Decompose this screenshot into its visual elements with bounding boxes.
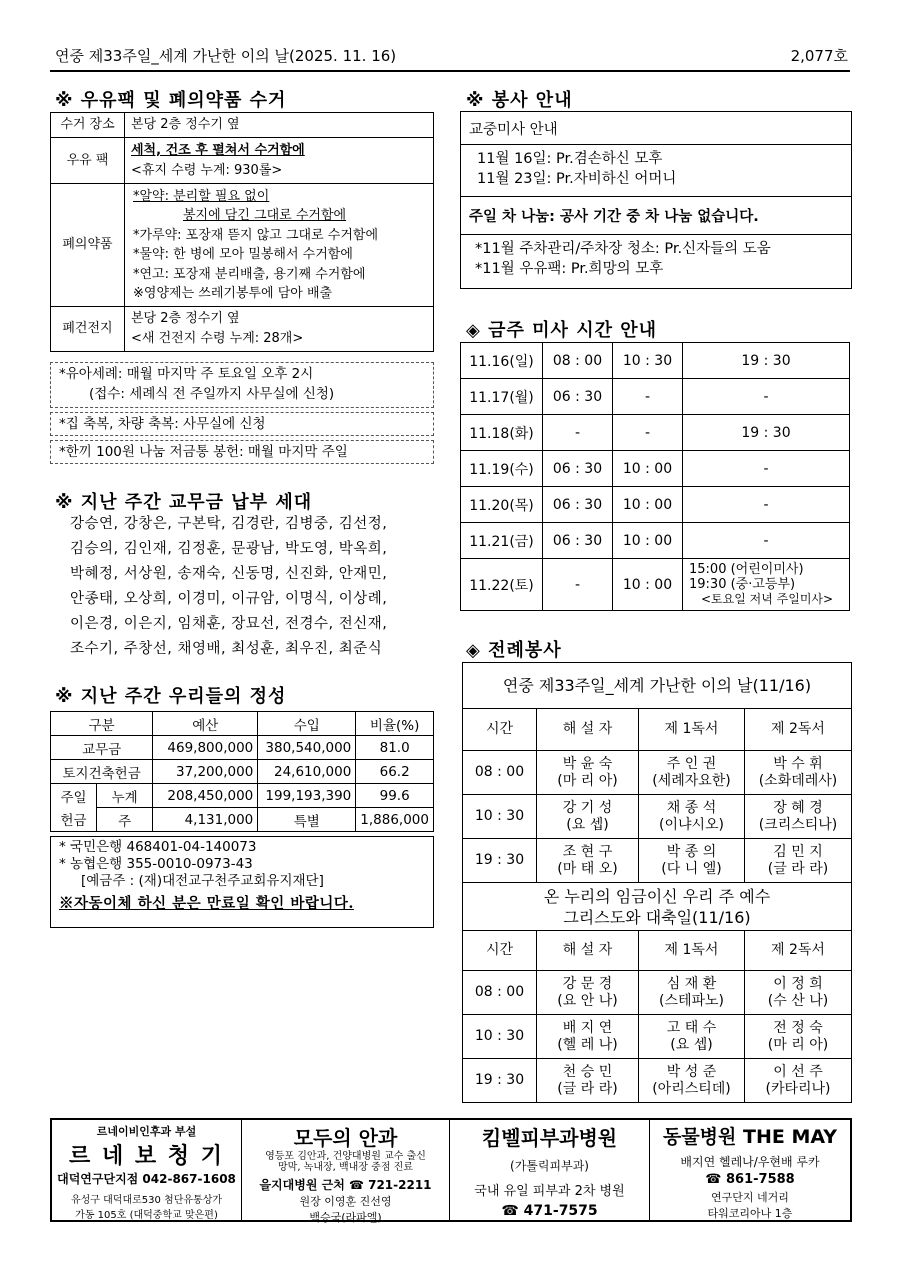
mass-time: -	[543, 415, 613, 451]
mass-time: -	[683, 379, 850, 415]
fin-cell: 주일	[51, 784, 97, 808]
fin-cell: 특별	[258, 808, 356, 832]
mass-time: 08 : 00	[543, 343, 613, 379]
battery-count: <새 건전지 수령 누계: 28개>	[131, 331, 304, 346]
fin-cell: 380,540,000	[258, 736, 356, 760]
coin-notice: *한끼 100원 나눔 저금통 봉헌: 매월 마지막 주일	[50, 440, 434, 464]
fin-header: 예산	[153, 712, 258, 736]
mass-time: 10 : 00	[613, 523, 683, 559]
liturgy-person: 이 정 희 (수 산 나)	[745, 971, 852, 1015]
ad-eye-clinic: 모두의 안과 영등포 김안과, 건양대병원 교수 출신 망막, 녹내장, 백내장 중점 진료 을지대병원 근처 ☎ 721-2211 원장 이영훈 진선영 백승국(라파엘)	[242, 1120, 450, 1220]
baptism-notice	[50, 362, 434, 408]
liturgy-person: 강 기 성 (요 셉)	[537, 795, 639, 839]
mass-table	[460, 342, 850, 611]
battery-label: 폐건전지	[51, 307, 125, 352]
dues-title: ※ 지난 주간 교무금 납부 세대	[55, 492, 313, 513]
mass-time: -	[683, 451, 850, 487]
medicine-line: *물약: 한 병에 모아 밀봉해서 수거함에	[133, 247, 353, 262]
fin-cell: 99.6	[356, 784, 434, 808]
dues-names	[70, 512, 387, 662]
mass-time: -	[613, 415, 683, 451]
liturgy-time: 19 : 30	[463, 1059, 537, 1103]
liturgy-person: 주 인 권 (세례자요한)	[639, 751, 745, 795]
fin-cell: 토지건축헌금	[51, 760, 153, 784]
liturgy-time: 10 : 30	[463, 795, 537, 839]
mass-time: 10 : 30	[613, 343, 683, 379]
mass-time: 06 : 30	[543, 487, 613, 523]
liturgy-person: 박 성 준 (아리스티데)	[639, 1059, 745, 1103]
baptism-line1: *유아세례: 매월 마지막 주 토요일 오후 2시	[59, 366, 314, 382]
fin-cell: 1,886,000	[356, 808, 434, 832]
header-divider	[50, 70, 850, 72]
mass-time: -	[683, 523, 850, 559]
ads-footer	[50, 1118, 852, 1222]
auto-transfer-note: ※자동이체 하신 분은 만료일 확인 바랍니다.	[59, 895, 354, 912]
liturgy-time: 10 : 30	[463, 1015, 537, 1059]
bank-info	[50, 836, 434, 928]
mass-time: 19 : 30	[683, 343, 850, 379]
liturgy-person: 천 승 민 (글 라 라)	[537, 1059, 639, 1103]
milk-count: <휴지 수령 누계: 930롤>	[131, 162, 283, 178]
mass-time: 10 : 00	[613, 559, 683, 611]
liturgy-header: 해 설 자	[537, 931, 639, 971]
fin-cell: 누계	[97, 784, 153, 808]
mass-day: 11.19(수)	[461, 451, 543, 487]
service-line: 11월 16일: Pr.겸손하신 모후	[477, 151, 663, 167]
liturgy-day-title: 연중 제33주일_세계 가난한 이의 날(11/16)	[463, 663, 852, 709]
fin-header: 수입	[258, 712, 356, 736]
bank-line: * 국민은행 468401-04-140073	[59, 839, 257, 855]
liturgy-person: 박 수 휘 (소화데레사)	[745, 751, 852, 795]
blessing-notice: *집 축복, 차량 축복: 사무실에 신청	[50, 412, 434, 436]
finance-title: ※ 지난 주간 우리들의 정성	[55, 686, 287, 707]
mass-time: 06 : 30	[543, 523, 613, 559]
mass-time: 06 : 30	[543, 379, 613, 415]
liturgy-header: 시간	[463, 931, 537, 971]
fin-header: 비율(%)	[356, 712, 434, 736]
medicine-line: 봉지에 담긴 그대로 수거함에	[183, 208, 347, 223]
place-label: 수거 장소	[51, 113, 125, 138]
liturgy-person: 김 민 지 (글 라 라)	[745, 839, 852, 883]
liturgy-person: 장 혜 경 (크리스티나)	[745, 795, 852, 839]
fin-cell: 주	[97, 808, 153, 832]
milk-instruction: 세척, 건조 후 펼쳐서 수거함에	[131, 142, 305, 158]
fin-cell: 4,131,000	[153, 808, 258, 832]
liturgy-person: 심 재 환 (스테파노)	[639, 971, 745, 1015]
liturgy-person: 고 태 수 (요 셉)	[639, 1015, 745, 1059]
liturgy-person: 이 선 주 (카타리나)	[745, 1059, 852, 1103]
fin-cell: 37,200,000	[153, 760, 258, 784]
mass-service-title: 교중미사 안내	[461, 112, 851, 145]
bank-line: * 농협은행 355-0010-0973-43	[59, 856, 253, 872]
dues-line: 이은경, 이은지, 임채훈, 장묘선, 전경수, 전신재,	[70, 616, 388, 632]
account-holder: [예금주 : (재)대전교구천주교회유지재단]	[81, 873, 324, 889]
mass-time: -	[613, 379, 683, 415]
place-value: 본당 2층 정수기 옆	[125, 113, 434, 138]
bulletin-title: 연중 제33주일_세계 가난한 이의 날(2025. 11. 16)	[55, 47, 397, 65]
finance-table	[50, 711, 434, 832]
liturgy-person: 박 윤 숙 (마 리 아)	[537, 751, 639, 795]
fin-cell: 66.2	[356, 760, 434, 784]
car-sharing-note: 주일 차 나눔: 공사 기간 중 차 나눔 없습니다.	[461, 197, 851, 235]
fin-cell: 208,450,000	[153, 784, 258, 808]
mass-service-schedule	[461, 145, 851, 197]
ad-animal-hospital: 동물병원 THE MAY 배지연 헬레나/우현배 루카 ☎ 861-7588 연구단지 네거리 타워코리아나 1층	[662, 1126, 838, 1220]
mass-time: -	[543, 559, 613, 611]
ad-dermatology: 킴벨피부과병원 (가톨릭피부과) 국내 유일 피부과 2차 병원 ☎ 471-7575	[450, 1120, 650, 1220]
duty-line: *11월 주차관리/주차장 청소: Pr.신자들의 도움	[475, 241, 771, 257]
fin-cell: 199,193,390	[258, 784, 356, 808]
mass-day: 11.18(화)	[461, 415, 543, 451]
saturday-masses	[683, 559, 850, 611]
medicine-line: *알약: 분리할 필요 없이	[133, 188, 270, 204]
service-box	[460, 111, 852, 289]
liturgy-person: 조 현 구 (마 태 오)	[537, 839, 639, 883]
liturgy-time: 08 : 00	[463, 751, 537, 795]
dues-line: 조수기, 주창선, 채영배, 최성훈, 최우진, 최준식	[70, 641, 383, 657]
mass-day: 11.16(일)	[461, 343, 543, 379]
monthly-duties	[461, 235, 851, 283]
fin-cell: 24,610,000	[258, 760, 356, 784]
liturgy-header: 제 2독서	[745, 709, 852, 751]
liturgy-person: 전 정 숙 (마 리 아)	[745, 1015, 852, 1059]
dues-line: 김승의, 김인재, 김정훈, 문광남, 박도영, 박옥희,	[70, 541, 388, 557]
sat-mass-note: <토요일 저녁 주일미사>	[701, 592, 834, 606]
mass-day: 11.20(목)	[461, 487, 543, 523]
dues-line: 박혜정, 서상원, 송재숙, 신동명, 신진화, 안재민,	[70, 566, 388, 582]
fin-cell: 교무금	[51, 736, 153, 760]
liturgy-person: 채 종 석 (이냐시오)	[639, 795, 745, 839]
medicine-line: *연고: 포장재 분리배출, 용기째 수거함에	[133, 266, 366, 282]
dues-line: 강승연, 강창은, 구본탁, 김경란, 김병중, 김선정,	[70, 516, 388, 532]
recycle-title: ※ 우유팩 및 폐의약품 수거	[55, 90, 287, 111]
liturgy-day-title: 온 누리의 임금이신 우리 주 예수 그리스도와 대축일(11/16)	[463, 883, 852, 931]
liturgy-time: 08 : 00	[463, 971, 537, 1015]
mass-day: 11.21(금)	[461, 523, 543, 559]
liturgy-header: 해 설 자	[537, 709, 639, 751]
issue-number: 2,077호	[790, 47, 848, 65]
liturgy-header: 제 1독서	[639, 931, 745, 971]
ad-hearing-aid: 르네이비인후과 부설 르 네 보 청 기 대덕연구단지점 042-867-1608 유성구 대덕대로530 첨단유통상가 가동 105호 (대덕중학교 맞은편)	[52, 1120, 242, 1220]
mass-title: ◈ 금주 미사 시간 안내	[466, 320, 658, 341]
liturgy-header: 시간	[463, 709, 537, 751]
baptism-line2: (접수: 세례식 전 주일까지 사무실에 신청)	[89, 386, 335, 402]
liturgy-title: ◈ 전례봉사	[466, 640, 562, 661]
mass-time: 19 : 30	[683, 415, 850, 451]
mass-time: 10 : 00	[613, 487, 683, 523]
battery-place: 본당 2층 정수기 옆	[131, 311, 240, 326]
mass-time: 06 : 30	[543, 451, 613, 487]
sat-mass-line: 15:00 (어린이미사)	[689, 562, 804, 577]
medicine-line: *가루약: 포장재 뜯지 않고 그대로 수거함에	[133, 227, 379, 243]
mass-day: 11.22(토)	[461, 559, 543, 611]
liturgy-time: 19 : 30	[463, 839, 537, 883]
milk-label: 우유 팩	[51, 138, 125, 184]
liturgy-header: 제 1독서	[639, 709, 745, 751]
mass-time: -	[683, 487, 850, 523]
medicine-label: 폐의약품	[51, 184, 125, 307]
recycle-table	[50, 112, 434, 352]
sat-mass-line: 19:30 (중·고등부)	[689, 577, 796, 592]
service-line: 11월 23일: Pr.자비하신 어머니	[477, 171, 677, 187]
service-title: ※ 봉사 안내	[466, 90, 573, 111]
liturgy-table	[462, 662, 852, 1103]
liturgy-header: 제 2독서	[745, 931, 852, 971]
mass-time: 10 : 00	[613, 451, 683, 487]
liturgy-person: 박 종 의 (다 니 엘)	[639, 839, 745, 883]
fin-cell: 81.0	[356, 736, 434, 760]
fin-header: 구분	[51, 712, 153, 736]
liturgy-person: 배 지 연 (헬 레 나)	[537, 1015, 639, 1059]
fin-cell: 헌금	[51, 808, 97, 832]
fin-cell: 469,800,000	[153, 736, 258, 760]
liturgy-person: 강 문 경 (요 안 나)	[537, 971, 639, 1015]
dues-line: 안종태, 오상희, 이경미, 이규암, 이명식, 이상례,	[70, 591, 388, 607]
medicine-line: ※영양제는 쓰레기봉투에 담아 배출	[133, 286, 333, 301]
duty-line: *11월 우유팩: Pr.희망의 모후	[475, 261, 664, 277]
mass-day: 11.17(월)	[461, 379, 543, 415]
